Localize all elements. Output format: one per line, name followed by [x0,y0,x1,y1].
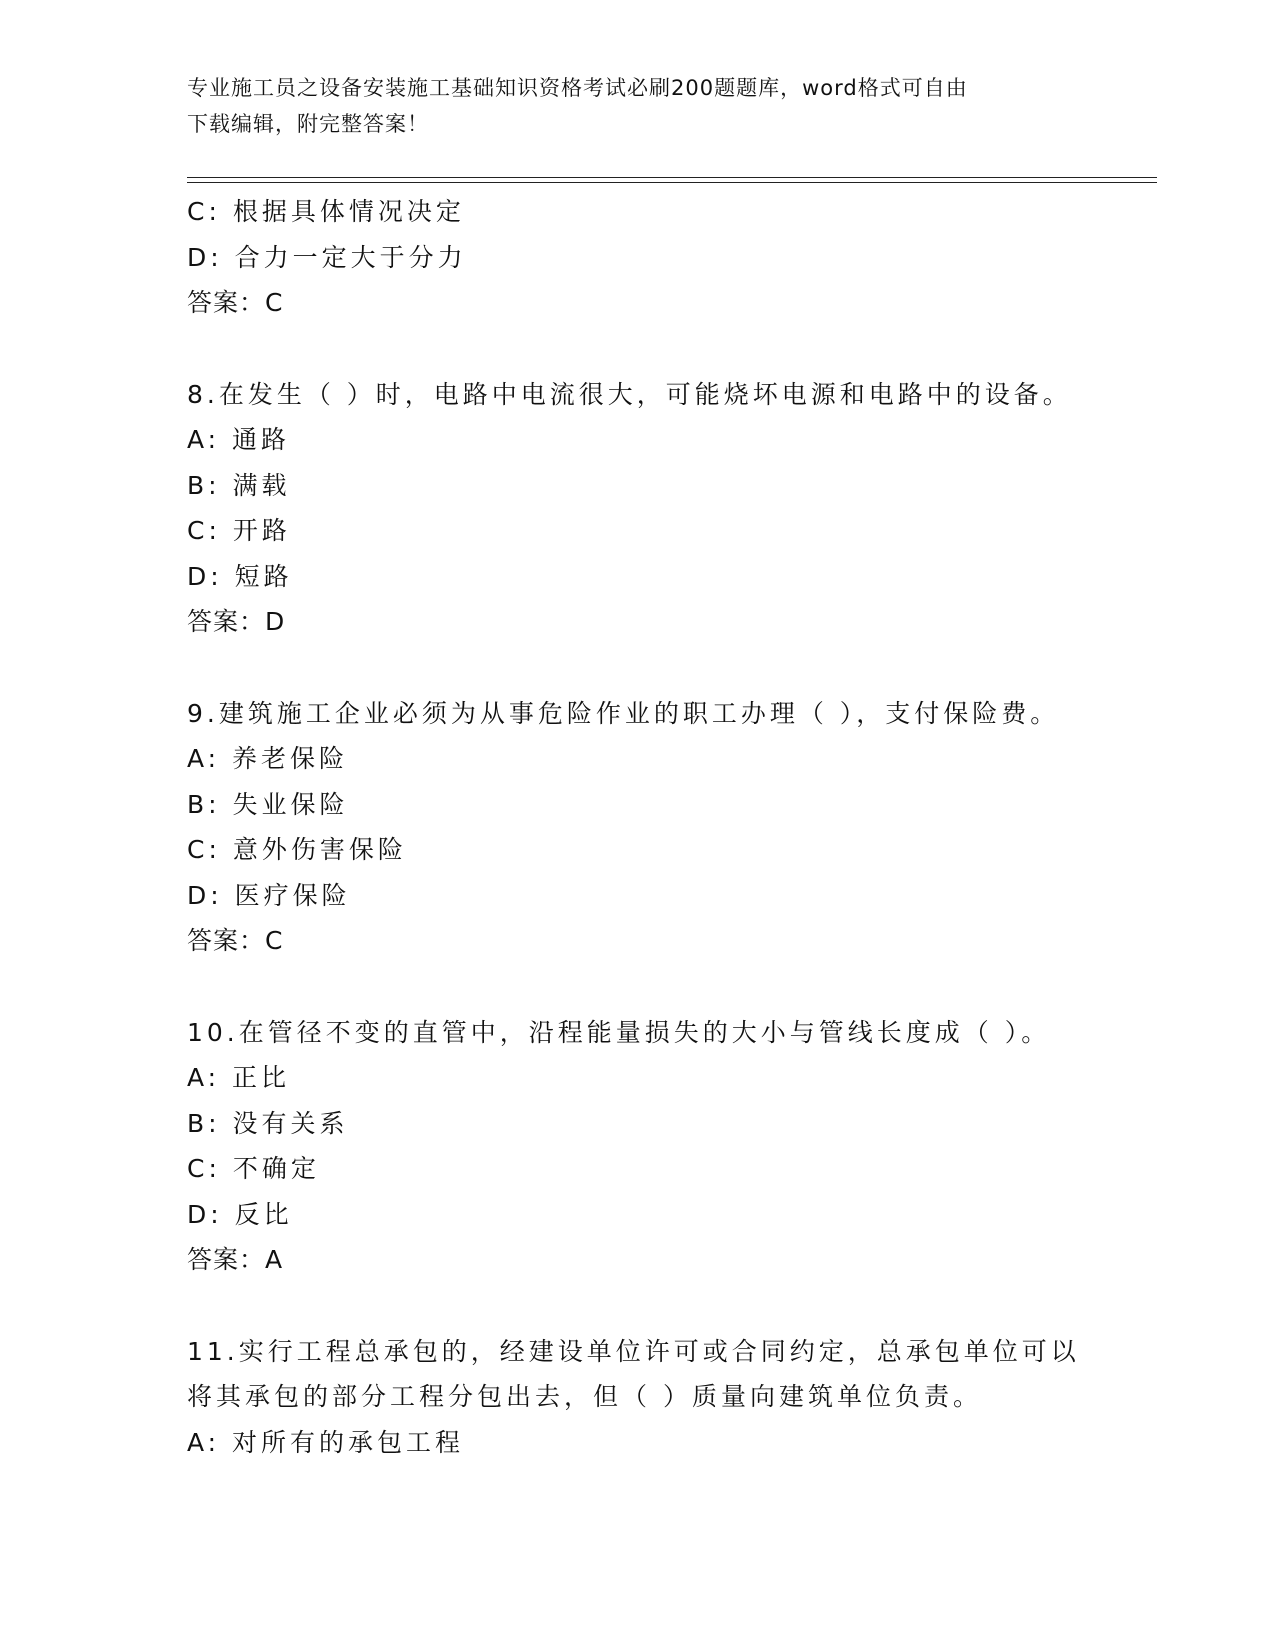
option-c: C: 开路 [187,516,291,545]
header-divider-top [187,177,1157,178]
question-7 [187,189,1087,326]
question-stem-line-2: 将其承包的部分工程分包出去，但（ ）质量向建筑单位负责。 [187,1382,982,1411]
answer: 答案：D [187,607,286,636]
answer: 答案：C [187,288,284,317]
question-9 [187,691,1087,964]
question-8 [187,372,1087,645]
option-b: B: 满载 [187,470,291,500]
option-d: D: 医疗保险 [187,880,351,910]
option-a: A: 通路 [187,425,291,454]
option-b: B: 失业保险 [187,789,349,819]
header-divider-bottom [187,182,1157,183]
header-line-2: 下载编辑，附完整答案！ [187,112,429,136]
question-11 [187,1329,1087,1466]
spacer [187,1283,1087,1329]
option-c: C: 根据具体情况决定 [187,197,465,226]
question-10 [187,1010,1087,1283]
answer: 答案：A [187,1245,284,1274]
question-stem: 9.建筑施工企业必须为从事危险作业的职工办理（ ），支付保险费。 [187,698,1060,728]
question-stem: 10.在管径不变的直管中，沿程能量损失的大小与管线长度成（ ）。 [187,1017,1051,1047]
spacer [187,964,1087,1010]
option-a: A: 正比 [187,1063,291,1092]
header-line-1: 专业施工员之设备安装施工基础知识资格考试必刷200题题库，word格式可自由 [187,76,968,100]
option-c: C: 意外伤害保险 [187,835,407,864]
document-header [187,70,1067,142]
answer: 答案：C [187,926,284,955]
option-a: A: 养老保险 [187,744,349,773]
spacer [187,326,1087,372]
question-list [187,189,1087,1465]
option-c: C: 不确定 [187,1154,320,1183]
option-d: D: 短路 [187,561,293,591]
question-stem: 8.在发生（ ）时，电路中电流很大，可能烧坏电源和电路中的设备。 [187,379,1072,409]
spacer [187,645,1087,691]
option-a: A: 对所有的承包工程 [187,1427,465,1457]
option-d: D: 合力一定大于分力 [187,242,467,272]
option-b: B: 没有关系 [187,1108,349,1138]
question-stem-line-1: 11.实行工程总承包的，经建设单位许可或合同约定，总承包单位可以 [187,1336,1080,1366]
option-d: D: 反比 [187,1199,293,1229]
